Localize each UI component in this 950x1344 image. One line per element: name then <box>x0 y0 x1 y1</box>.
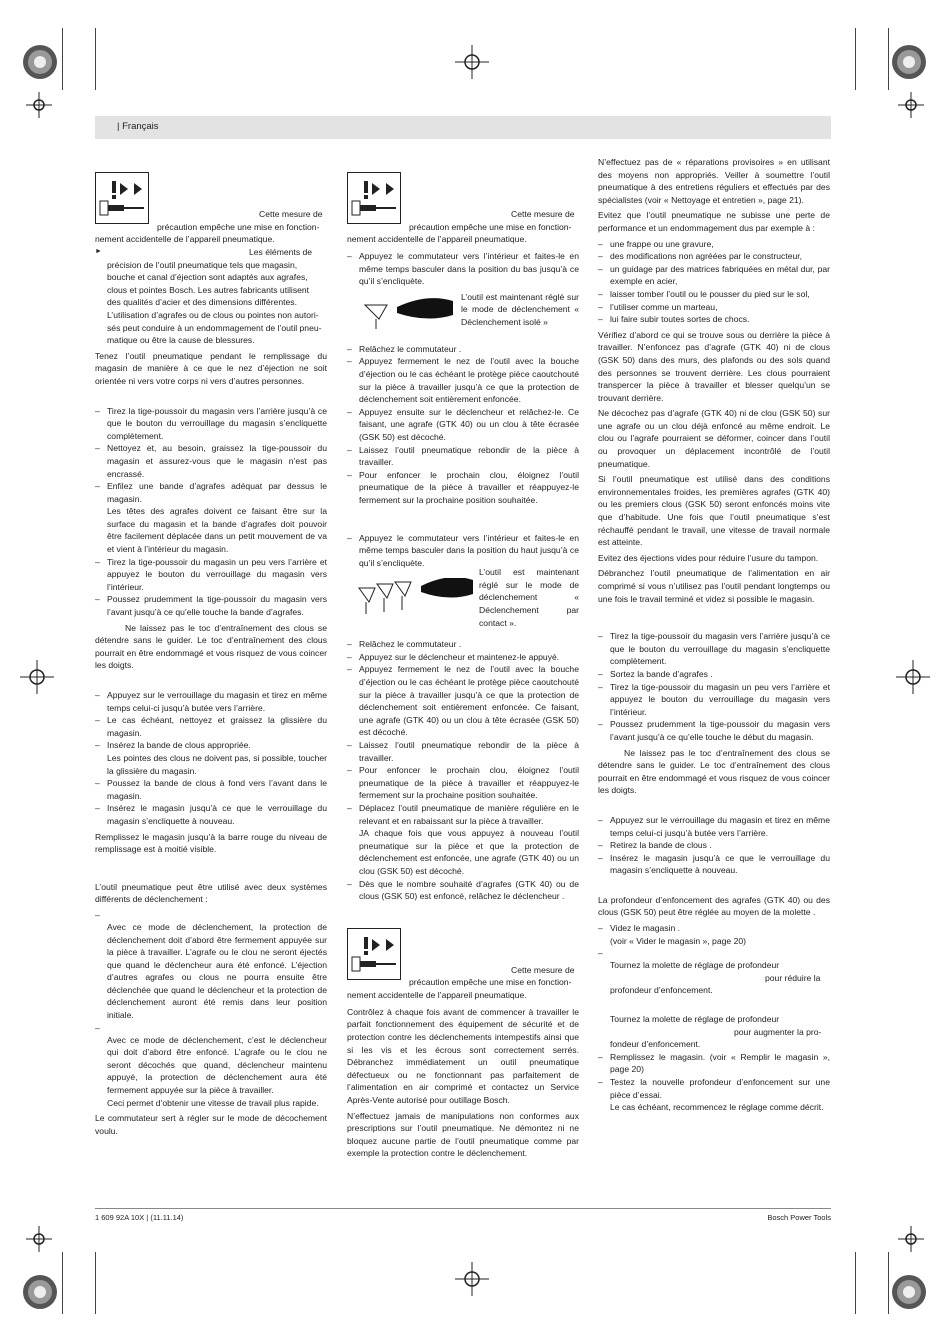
list-item: – une frappe ou une gravure, <box>598 238 830 251</box>
list-item: – des modifications non agréées par le constructeur, <box>598 250 830 263</box>
list-item: – lui faire subir toutes sortes de chocs. <box>598 313 830 326</box>
procedure-list <box>347 250 579 288</box>
paragraph: L’outil pneumatique peut être utilisé avec deux systèmes différents de déclenchement : <box>95 881 327 905</box>
paragraph: La profondeur d’enfoncement des agrafes (GTK 40) ou des clous (GSK 50) peut être réglée au moyen de la molette . <box>598 894 830 918</box>
list-item: – l’utiliser comme un marteau, <box>598 301 830 314</box>
warning-text: nement accidentelle de l’appareil pneumatique. <box>347 234 527 245</box>
language-text: Français <box>122 121 159 132</box>
procedure-list <box>347 532 579 570</box>
list-item: – Nettoyez et, au besoin, graissez la tige-poussoir du magasin et assurez-vous que le magasin n’est pas encrassé. <box>95 442 327 480</box>
warning-block <box>347 928 579 1000</box>
crosshair-top-center <box>455 45 489 79</box>
crop-line <box>62 28 63 90</box>
paragraph: N’effectuez jamais de manipulations non conformes aux prescriptions sur l’outil pneumatique. Ne démontez ni ne bloquez aucune partie de l’outil pneumatique comme par exemple la protection contre le déclenchement. <box>347 1110 579 1159</box>
contact-trip-tool-icon <box>357 578 475 618</box>
list-item: – Appuyez le commutateur vers l’intérieur et faites-le en même temps basculer dans la position du haut jusqu’à ce qu’il s’encliquète. <box>347 532 579 570</box>
arrow-note: ► Les éléments de <box>95 246 327 259</box>
list-item: – Insérez le magasin jusqu’à ce que le verrouillage du magasin s’encliquette à nouveau. <box>598 852 830 877</box>
paragraph: Le commutateur sert à régler sur le mode de décochement voulu. <box>95 1113 327 1136</box>
crop-line <box>95 1252 96 1314</box>
warning-text: Cette mesure de <box>511 964 575 975</box>
paragraph: N’effectuez pas de « réparations provisoires » en utilisant des moyens non appropriés. Veiller à soumettre l’outil pneumatique à des entretiens réguliers et effectués par des spécialistes (voir « Nettoyage et entretien », page 21). <box>598 157 830 205</box>
list-item: – Relâchez le commutateur . <box>347 343 579 356</box>
list-item: – Appuyez sur le verrouillage du magasin et tirez en même temps celui-ci jusqu’à butée vers l’arrière. <box>598 814 830 839</box>
warning-text: nement accidentelle de l’appareil pneumatique. <box>347 989 527 1000</box>
crosshair-bottom-center <box>455 1262 489 1296</box>
warning-block <box>347 172 579 245</box>
list-item: – Retirez la bande de clous . <box>598 839 830 852</box>
figure-caption: L’outil est maintenant réglé sur le mode de déclenchement « Déclenchement par contact ». <box>479 567 579 628</box>
list-item: – Poussez la bande de clous à fond vers l’avant dans le magasin. <box>95 777 327 802</box>
paragraph: Si l’outil pneumatique est utilisé dans des conditions environnementales froides, les premières agrafes (GTK 40) ou les premiers clous (GSK 50) seront enfoncés moins vite que d’habitude. Une fois que l’outil pneumatique s’est réchauffé pendant le travail, une vitesse de travail normale est atteinte. <box>598 474 830 548</box>
procedure-list <box>598 630 830 743</box>
list-item: – Appuyez fermement le nez de l’outil avec la bouche d’éjection ou le cas échéant le protège pièce caoutchouté sur la pièce à travailler jusqu’à ce que la protection de déclenchement soit entièrement enfoncée. <box>347 355 579 405</box>
list-item: – Dès que le nombre souhaité d’agrafes (GTK 40) ou de clous (GSK 50) est enfoncé, relâchez le déclencheur . <box>347 878 579 903</box>
single-shot-tool-icon <box>363 297 455 331</box>
single-shot-figure <box>347 291 579 339</box>
crosshair-bottom-right-inner <box>898 1226 924 1252</box>
warning-text: précaution empêche une mise en fonction- <box>157 221 320 232</box>
paragraph: Contrôlez à chaque fois avant de commencer à travailler le parfait fonctionnement des équipement de sécurité et de protection contre les déclenchements intempestifs ainsi que si les vis et les écrous sont correctement serrés. Débranchez immédiatement un outil pneumatique défectueux ou ne fonctionnant pas parfaitement de l’alimentation en air comprimé et contactez un Service Après-Vente autorisé pour outillage Bosch. <box>347 1006 579 1105</box>
paragraph: Evitez que l’outil pneumatique ne subisse une perte de performance et un endommagement dus par exemple à : <box>598 210 830 233</box>
crop-line <box>888 28 889 90</box>
list-item: – Appuyez le commutateur vers l’intérieur et faites-le en même temps basculer dans la position du bas jusqu’à ce qu’il s’encliquète. <box>347 250 579 288</box>
list-item: – Tirez la tige-poussoir du magasin un peu vers l’arrière et appuyez le bouton du verrouillage du magasin vers l’intérieur. <box>598 681 830 719</box>
warning-text: Cette mesure de <box>259 209 323 219</box>
procedure-list <box>347 343 579 507</box>
crop-line <box>62 1252 63 1314</box>
page-header <box>95 116 831 139</box>
crosshair-bottom-left-inner <box>26 1226 52 1252</box>
list-item: – Poussez prudemment la tige-poussoir du magasin vers l’avant jusqu’à ce qu’elle touche la bande d’agrafes. <box>95 593 327 618</box>
crosshair-top-right-inner <box>898 92 924 118</box>
list-item: – Avec ce mode de déclenchement, la protection de déclenchement doit d’abord être fermement appuyée sur la pièce à travailler. L’agrafe ou le clou ne seront éjectés que quand le déclencheur aura été enfoncé. L’éjection d’autres agrafes ou clous ne pourra ensuite être déclenchée que quand le déclencheur et la protection de déclenchement auront été remis dans leur position initiale. <box>95 909 327 1022</box>
list-item: – Poussez prudemment la tige-poussoir du magasin vers l’avant jusqu’à ce qu’elle touche le début du magasin. <box>598 718 830 743</box>
list-item: – Tirez la tige-poussoir du magasin vers l’arrière jusqu’à ce que le bouton du verrouillage du magasin s’encliquette complètement. <box>95 405 327 443</box>
registration-mark-top-left <box>20 42 60 82</box>
list-item: – un guidage par des matrices fabriquées en métal dur, par exemple en acier, <box>598 263 830 288</box>
list-item: – Insérez le magasin jusqu’à ce que le verrouillage du magasin s’encliquette à nouveau. <box>95 802 327 827</box>
column-3 <box>598 156 830 1117</box>
crop-line <box>95 28 96 90</box>
list-item: – Appuyez sur le déclencheur et maintenez-le appuyé. <box>347 651 579 664</box>
mode-list <box>95 909 327 1109</box>
paragraph: précision de l’outil pneumatique tels que magasin, bouche et canal d’éjection sont adaptés aux agrafes, clous et pointes Bosch. Les autres fabricants utilisent des qualités d’acier et des dimensions différentes. L’utilisation d’agrafes ou de clous ou pointes non autori- sés peut conduire à un endommagement de l’outil pneu- matique ou être la cause de blessures. <box>107 259 322 346</box>
procedure-list <box>598 814 830 877</box>
warning-text: précaution empêche une mise en fonction- <box>409 977 572 988</box>
paragraph: Débranchez l’outil pneumatique de l’alimentation en air comprimé si vous n’utilisez pas l’outil pendant longtemps ou une fois le travail terminé et videz si possible le magasin. <box>598 568 830 604</box>
list-item: – Laissez l’outil pneumatique rebondir de la pièce à travailler. <box>347 739 579 764</box>
list-item: – Pour enfoncer le prochain clou, éloignez l’outil pneumatique de la pièce à travailler et réappuyez-le fermement sur la prochaine position souhaitée. <box>347 469 579 507</box>
crosshair-top-left-inner <box>26 92 52 118</box>
registration-mark-bottom-right <box>889 1272 929 1312</box>
crop-line <box>855 1252 856 1314</box>
warning-text: Cette mesure de <box>511 209 575 219</box>
list-item: – Déplacez l’outil pneumatique de manière régulière en le relevant et en rabaissant sur la pièce à travailler. JA chaque fois que vous appuyez à nouveau l’outil pneumatique sur la pièce et que la protection de déclenchement est enfoncée, une agrafe (GTK 40) ou un clou (GSK 50) est décoché. <box>347 802 579 878</box>
paragraph: Ne décochez pas d’agrafe (GTK 40) ni de clou (GSK 50) sur une agrafe ou un clou déjà enfoncé au même endroit. Le clou ou l’agrafe pourraient se déformer, coincer dans l’outil ou provoquer un déplacement incontrôlé de l’outil pneumatique. <box>598 408 830 469</box>
list-item: – Relâchez le commutateur . <box>347 638 579 651</box>
caution-paragraph: Ne laissez pas le toc d’entraînement des clous se détendre sans le guider. Le toc d’entraînement des clous pourrait en être endommagé et vous risquez de vous coincer les doigts. <box>598 747 830 796</box>
warning-text: précaution empêche une mise en fonction- <box>409 221 572 232</box>
crosshair-mid-right <box>896 660 930 694</box>
caution-paragraph: Ne laissez pas le toc d’entraînement des clous se détendre sans le guider. Le toc d’entraînement des clous pourrait en être endommagé et vous risquez de vous coincer les doigts. <box>95 622 327 671</box>
procedure-list <box>95 405 327 619</box>
paragraph: Tenez l’outil pneumatique pendant le remplissage du magasin de manière à ce que le nez d’éjection ne soit orientée ni vers votre corps ni vers d’autres personnes. <box>95 350 327 386</box>
registration-mark-top-right <box>889 42 929 82</box>
depth-list <box>598 922 830 1114</box>
list-item: – Appuyez fermement le nez de l’outil avec la bouche d’éjection ou le cas échéant le protège pièce caoutchouté sur la pièce à travailler jusqu’à ce que la protection de déclenchement soit entièrement enfoncée. Ce faisant, une agrafe (GTK 40) ou un clou à tête écrasée (GSK 50) est décoché. <box>347 663 579 739</box>
warning-text: nement accidentelle de l’appareil pneumatique. <box>95 234 275 245</box>
brand-label: Bosch Power Tools <box>767 1213 831 1222</box>
list-item: – Videz le magasin . (voir « Vider le magasin », page 20) <box>598 922 830 947</box>
list-item: – Enfilez une bande d’agrafes adéquat par dessus le magasin. Les têtes des agrafes doivent ce faisant être sur la surface du magasin et la bande d’agrafes doit pouvoir être facilement déplacée dans un petit mouvement de va et vient à l’intérieur du magasin. <box>95 480 327 556</box>
footer-rule <box>95 1208 831 1209</box>
crop-line <box>855 28 856 90</box>
procedure-list <box>347 638 579 902</box>
warning-block <box>95 172 327 245</box>
list-item: – Laissez l’outil pneumatique rebondir de la pièce à travailler. <box>347 444 579 469</box>
list-item: – laisser tomber l’outil ou le pousser du pied sur le sol, <box>598 288 830 301</box>
crop-line <box>888 1252 889 1314</box>
column-2 <box>347 150 579 1163</box>
language-label: | Français <box>117 121 159 132</box>
list-item: – Tirez la tige-poussoir du magasin vers l’arrière jusqu’à ce que le bouton du verrouillage du magasin s’encliquette complètement. <box>598 630 830 668</box>
column-1 <box>95 150 327 1140</box>
paragraph: Vérifiez d’abord ce qui se trouve sous ou derrière la pièce à travailler. N’enfoncez pas d’agrafe (GTK 40) ni de clous (GSK 50) dans des murs, des plafonds ou des sols quand des personnes se trouvent derrière. Les clous pourraient transpercer la pièce à travailler et blesser quelqu’un se trouvant derrière. <box>598 329 830 403</box>
list-item: – Pour enfoncer le prochain clou, éloignez l’outil pneumatique de la pièce à travailler et réappuyez-le fermement sur la prochaine position souhaitée. <box>347 764 579 802</box>
procedure-list <box>95 689 327 828</box>
paragraph: Evitez des éjections vides pour réduire l’usure du tampon. <box>598 552 819 563</box>
list-item: – Testez la nouvelle profondeur d’enfoncement sur une pièce d’essai. Le cas échéant, recommencez le réglage comme décrit. <box>598 1076 830 1114</box>
paragraph: Remplissez le magasin jusqu’à la barre rouge du niveau de remplissage est à moitié visible. <box>95 831 327 855</box>
list-item: – Remplissez le magasin. (voir « Remplir le magasin », page 20) <box>598 1051 830 1076</box>
list-item: – Appuyez sur le verrouillage du magasin et tirez en même temps celui-ci jusqu’à butée vers l’arrière. <box>95 689 327 714</box>
list-item: – Le cas échéant, nettoyez et graissez la glissière du magasin. <box>95 714 327 739</box>
registration-mark-bottom-left <box>20 1272 60 1312</box>
list-item: – Tirez la tige-poussoir du magasin un peu vers l’arrière et appuyez le bouton du verrouillage du magasin vers l’intérieur. <box>95 556 327 594</box>
list-item: – Sortez la bande d’agrafes . <box>598 668 830 681</box>
crosshair-mid-left <box>20 660 54 694</box>
list-item: – Insérez la bande de clous appropriée. Les pointes des clous ne doivent pas, si possible, toucher la glissière du magasin. <box>95 739 327 777</box>
list-item: – Appuyez ensuite sur le déclencheur et relâchez-le. Ce faisant, une agrafe (GTK 40) ou un clou à tête écrasée (GSK 50) est décoché. <box>347 406 579 444</box>
list-item: – Tournez la molette de réglage de profondeur pour réduire la profondeur d’enfoncement. Tournez la molette de réglage de profondeur pour augmenter la pro- fondeur d’enfoncement. <box>598 947 830 1051</box>
figure-caption: L’outil est maintenant réglé sur le mode de déclenchement « Déclenchement isolé » <box>461 291 579 327</box>
damage-list <box>598 238 830 326</box>
document-reference: 1 609 92A 10X | (11.11.14) <box>95 1213 184 1222</box>
contact-trip-figure <box>347 567 579 634</box>
list-item: – Avec ce mode de déclenchement, c’est le déclencheur qui doit d’abord être enfoncé. L’agrafe ou le clou ne seront décochés que quand, déclencheur maintenu appuyé, la protection de déclenchement aura été fermement appuyée sur la pièce à travailler. Ceci permet d’obtenir une vitesse de travail plus rapide. <box>95 1022 327 1110</box>
